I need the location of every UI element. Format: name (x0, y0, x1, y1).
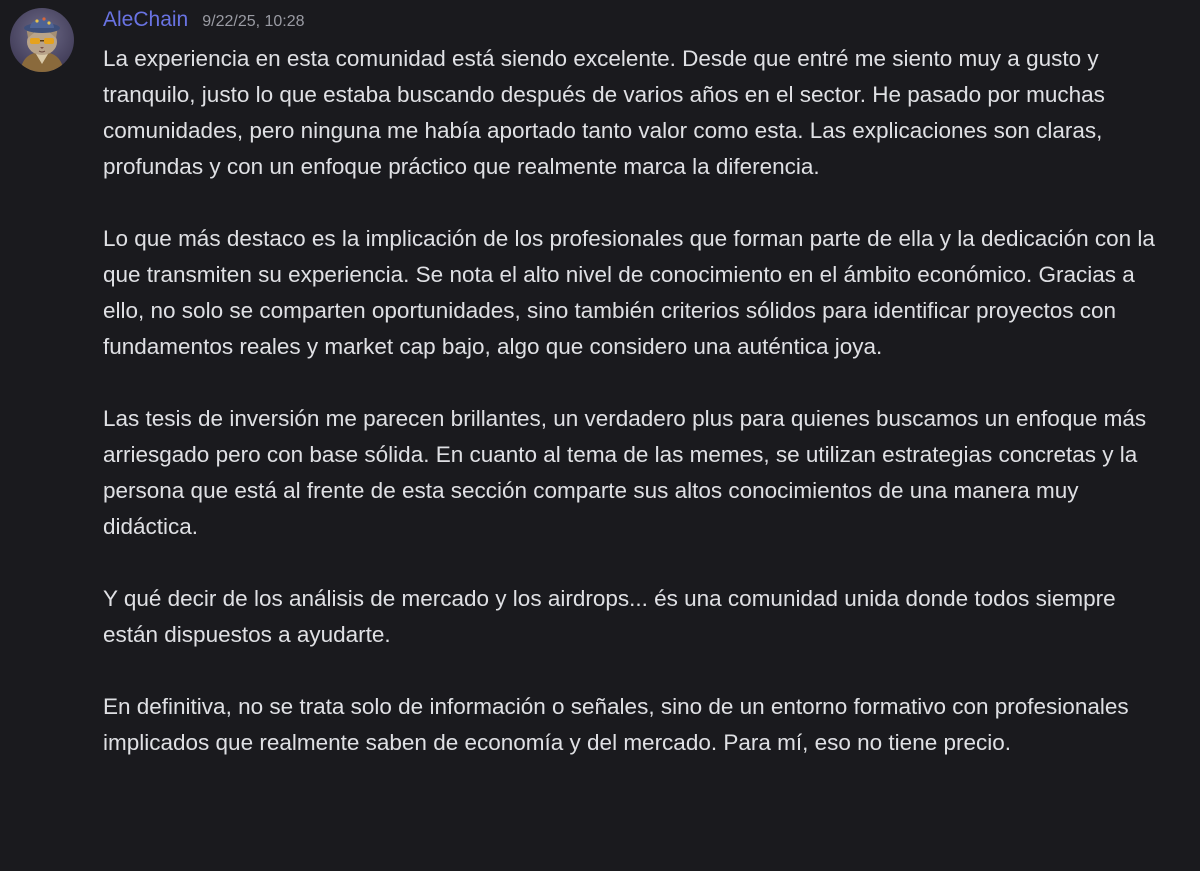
message-timestamp[interactable]: 9/22/25, 10:28 (202, 13, 305, 30)
message-paragraph: Las tesis de inversión me parecen brillantes, un verdadero plus para quienes buscamos un enfoque más arriesgado pero con base sólida. En cuanto al tema de las memes, se utilizan estrategias concretas y la persona que está al frente de esta sección comparte sus altos conocimientos de una manera muy didáctica. (103, 406, 1147, 539)
message-content (103, 41, 1173, 761)
message-header (103, 8, 305, 36)
message-paragraph: Lo que más destaco es la implicación de los profesionales que forman parte de ella y la dedicación con la que transmiten su experiencia. Se nota el alto nivel de conocimiento en el ámbito económico. Gracias a ello, no solo se comparten oportunidades, sino también criterios sólidos para identificar proyectos con fundamentos reales y market cap bajo, algo que considero una auténtica joya. (103, 226, 1155, 359)
cat-with-hat-avatar-icon[interactable] (10, 8, 74, 72)
author-username[interactable]: AleChain (103, 8, 189, 31)
message-paragraph: La experiencia en esta comunidad está siendo excelente. Desde que entré me siento muy a gusto y tranquilo, justo lo que estaba buscando después de varios años en el sector. He pasado por muchas comunidades, pero ninguna me había aportado tanto valor como esta. Las explicaciones son claras, profundas y con un enfoque práctico que realmente marca la diferencia. (103, 46, 1105, 179)
message-paragraph: En definitiva, no se trata solo de información o señales, sino de un entorno formativo con profesionales implicados que realmente saben de economía y del mercado. Para mí, eso no tiene precio. (103, 694, 1129, 755)
message-paragraph: Y qué decir de los análisis de mercado y los airdrops... és una comunidad unida donde todos siempre están dispuestos a ayudarte. (103, 586, 1116, 647)
